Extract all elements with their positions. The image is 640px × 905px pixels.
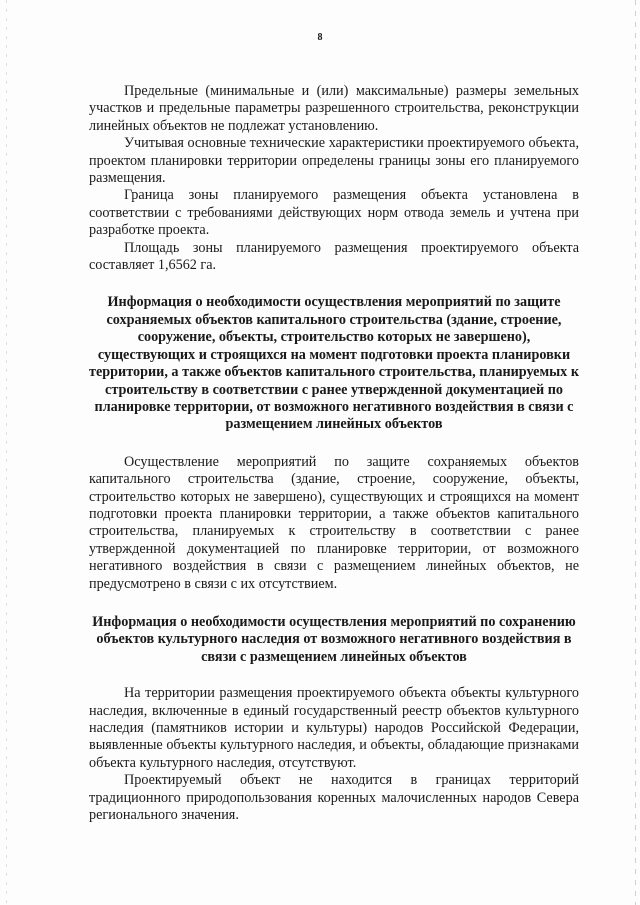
paragraph-zone-area: Площадь зоны планируемого размещения проектируемого объекта составляет 1,6562 га.: [89, 239, 579, 274]
paragraph-traditional-land-use: Проектируемый объект не находится в границах территорий традиционного природопользования коренных малочисленных народов Севера регионального значения.: [89, 772, 579, 824]
paragraph-zone-boundaries: Учитывая основные технические характеристики проектируемого объекта, проектом планировки территории определены границы зоны его планируемого размещения.: [89, 135, 579, 187]
section-heading-protection-measures: Информация о необходимости осуществления мероприятий по защите сохраняемых объектов капитального строительства (здание, строение, сооружение, объекты, строительство которых не завершено), существующих и строящихся на момент подготовки проекта планировки территории, а также объектов капитального строительства, планируемых к строительству в соответствии с ранее утвержденной документацией по планировке территории, от возможного негативного воздействия в связи с размещением линейных объектов: [89, 294, 580, 433]
paragraph-size-limits: Предельные (минимальные и (или) максимальные) размеры земельных участков и предельные параметры разрешенного строительства, реконструкции линейных объектов не подлежат установлению.: [89, 83, 579, 134]
scan-edge-left: [6, 0, 7, 905]
section-heading-cultural-heritage: Информация о необходимости осуществления мероприятий по сохранению объектов культурного наследия от возможного негативного воздействия в связи с размещением линейных объектов: [92, 613, 576, 665]
scan-edge-right: [635, 0, 636, 905]
paragraph-cultural-heritage: На территории размещения проектируемого объекта объекты культурного наследия, включенные в единый государственный реестр объектов культурного наследия (памятников истории и культуры) народов Российской Федерации, выявленные объекты культурного наследия, и объекты, обладающие признаками объекта культурного наследия, отсутствуют.: [89, 685, 579, 771]
page-number: 8: [317, 32, 323, 43]
paragraph-zone-allotment: Граница зоны планируемого размещения объекта установлена в соответствии с требованиями действующих норм отвода земель и учтена при разработке проекта.: [89, 187, 579, 239]
document-body: [89, 83, 579, 824]
paragraph-protection-measures: Осуществление мероприятий по защите сохраняемых объектов капитального строительства (здание, строение, сооружение, объекты, строительство которых не завершено), существующих и строящихся на момент подготовки проекта планировки территории, а также объектов капитального строительства, планируемых к строительству в соответствии с ранее утвержденной документацией по планировке территории, от возможного негативного воздействия в связи с размещением линейных объектов, не предусмотрено в связи с их отсутствием.: [89, 453, 579, 592]
